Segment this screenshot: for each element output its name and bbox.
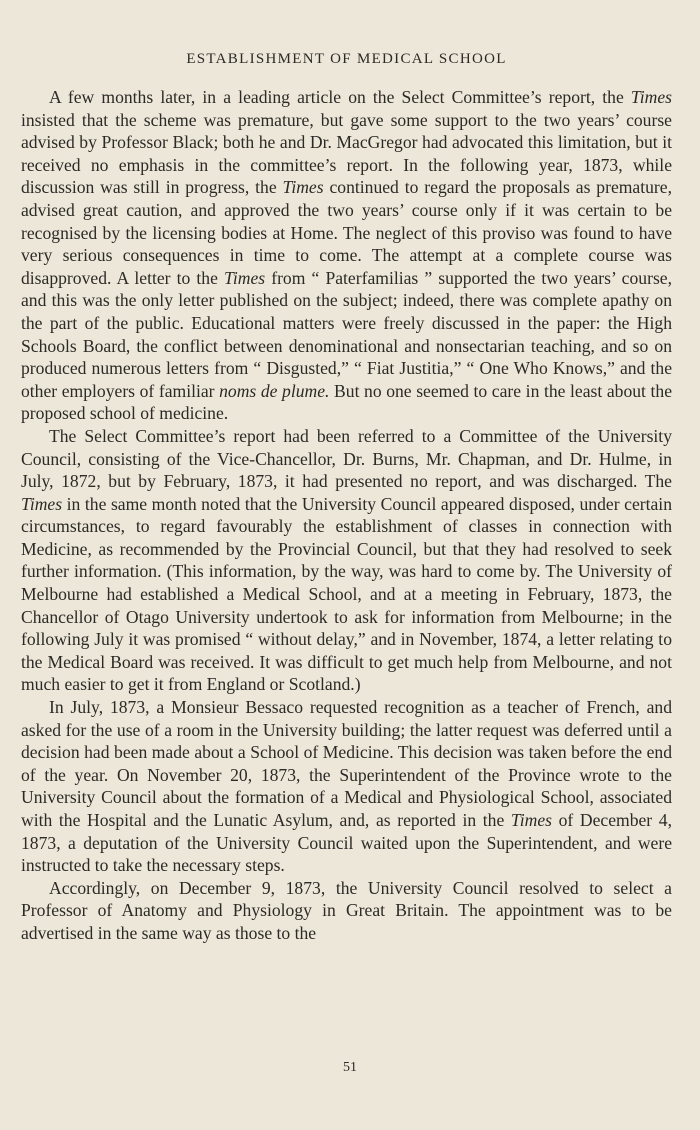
- text-run: continued to regard the proposals as premature, advised great caution, and approved the two years’ course only if it was certain to be recognised by the licensing bodies at Home. The neglect of this proviso was found to have very serious consequences in time to come. The attempt at a complete course was disapproved. A letter to the: [21, 177, 672, 288]
- paragraph-4: [21, 877, 672, 945]
- italic-run: Times: [21, 493, 63, 514]
- text-run: Accordingly, on December 9, 1873, the University Council resolved to select a Professor of Anatomy and Physiology in Great Britain. The appointment was to be advertised in the same way as those to the: [21, 877, 672, 943]
- page-number: 51: [343, 1060, 357, 1075]
- paragraph-3: [21, 696, 672, 877]
- italic-run: noms de plume.: [219, 380, 330, 401]
- running-head: ESTABLISHMENT OF MEDICAL SCHOOL: [186, 51, 507, 67]
- text-run: A few months later, in a leading article on the Select Committee’s report, the: [49, 87, 631, 107]
- text-run: In July, 1873, a Monsieur Bessaco requested recognition as a teacher of French, and asked for the use of a room in the University building; the latter request was deferred until a decision had been made about a School of Medicine. This decision was taken before the end of the year. On November 20, 1873, the Superintendent of the Province wrote to the University Council about the formation of a Medical and Physiological School, associated with the Hospital and the Lunatic Asylum, and, as reported in the: [21, 697, 672, 830]
- italic-run: Times: [630, 87, 672, 107]
- paragraph-2: [21, 425, 672, 696]
- text-run: in the same month noted that the University Council appeared disposed, under certain circumstances, to regard favourably the establishment of classes in connection with Medicine, as recommended by the Provincial Council, but that they had resolved to seek further information. (This information, by the way, was hard to come by. The University of Melbourne had established a Medical School, and at a meeting in February, 1873, the Chancellor of Otago University undertook to ask for information from Melbourne; in the following July it was promised “ without delay,” and in November, 1874, a letter relating to the Medical Board was received. It was difficult to get much help from Melbourne, and not much easier to get it from England or Scotland.): [21, 493, 672, 695]
- italic-run: Times: [282, 177, 324, 198]
- italic-run: Times: [510, 810, 552, 830]
- text-run: The Select Committee’s report had been referred to a Committee of the University Council, consisting of the Vice-Chancellor, Dr. Burns, Mr. Chapman, and Dr. Hulme, in July, 1872, but by February, 1873, it had presented no report, and was discharged. The: [21, 425, 672, 492]
- body-text: [21, 86, 672, 945]
- text-run: from “ Paterfamilias ” supported the two years’ course, and this was the only letter published on the subject; indeed, there was complete apathy on the part of the public. Educational matters were freely discussed in the paper: the High Schools Board, the conflict between denominational and nonsectarian teaching, and so on produced numerous letters from “ Disgusted,” “ Fiat Justitia,” “ One Who Knows,” and the other employers of familiar: [21, 267, 672, 401]
- italic-run: Times: [224, 267, 266, 288]
- text-run: insisted that the scheme was premature, but gave some support to the two years’ course advised by Professor Black; both he and Dr. MacGregor had advocated this limitation, but it received no emphasis in the committee’s report. In the following year, 1873, while discussion was still in progress, the: [21, 109, 672, 198]
- text-run: of December 4, 1873, a deputation of the University Council waited upon the Superintendent, and were instructed to take the necessary steps.: [21, 810, 672, 876]
- paragraph-1: [21, 86, 672, 425]
- text-run: But no one seemed to care in the least about the proposed school of medicine.: [21, 380, 673, 424]
